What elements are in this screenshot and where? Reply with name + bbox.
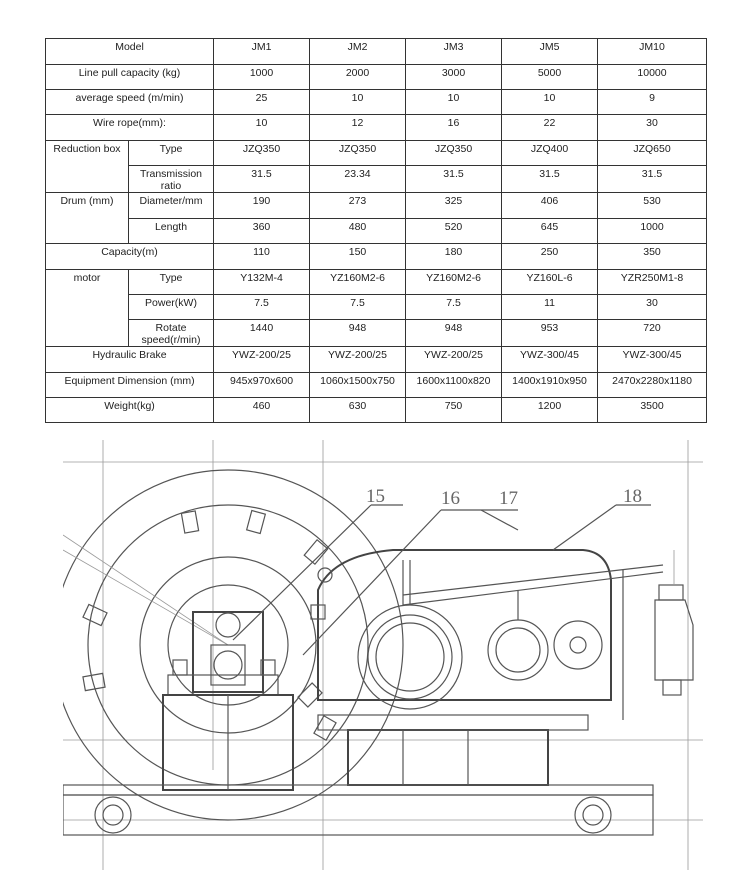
table-cell: 750: [406, 398, 502, 423]
table-cell: 10: [502, 90, 598, 115]
row-average-speed: [46, 90, 707, 115]
sub-label: Type: [129, 141, 214, 166]
table-cell: YWZ-200/25: [214, 347, 310, 373]
row-label: average speed (m/min): [46, 90, 214, 115]
cell-model: JM2: [310, 39, 406, 65]
table-cell: 10: [406, 90, 502, 115]
row-label: Capacity(m): [46, 244, 214, 270]
table-cell: 31.5: [214, 166, 310, 193]
table-cell: 948: [310, 320, 406, 347]
table-cell: 31.5: [502, 166, 598, 193]
table-cell: YWZ-200/25: [310, 347, 406, 373]
table-cell: 325: [406, 193, 502, 219]
group-label: Reduction box: [46, 141, 129, 193]
table-cell: 530: [598, 193, 707, 219]
table-cell: 520: [406, 219, 502, 244]
table-cell: 23.34: [310, 166, 406, 193]
row-transmission-ratio: [46, 166, 707, 193]
table-cell: 480: [310, 219, 406, 244]
gearbox: [311, 550, 611, 709]
callout-17: 17: [499, 488, 518, 509]
table-cell: 1400x1910x950: [502, 373, 598, 398]
table-cell: JZQ400: [502, 141, 598, 166]
sub-label: Type: [129, 270, 214, 295]
table-cell: 250: [502, 244, 598, 270]
row-motor-power: [46, 295, 707, 320]
row-equipment-dimension: [46, 373, 707, 398]
table-cell: YWZ-300/45: [502, 347, 598, 373]
table-cell: YZ160L-6: [502, 270, 598, 295]
table-cell: 150: [310, 244, 406, 270]
row-motor-speed: [46, 320, 707, 347]
group-label: motor: [46, 270, 129, 347]
table-cell: 30: [598, 295, 707, 320]
row-label: Equipment Dimension (mm): [46, 373, 214, 398]
table-cell: 273: [310, 193, 406, 219]
row-reduction-type: [46, 141, 707, 166]
table-cell: 948: [406, 320, 502, 347]
table-cell: YZ160M2-6: [310, 270, 406, 295]
table-cell: 2000: [310, 65, 406, 90]
table-cell: 720: [598, 320, 707, 347]
table-cell: 22: [502, 115, 598, 141]
row-label: Hydraulic Brake: [46, 347, 214, 373]
row-drum-length: [46, 219, 707, 244]
row-label: Wire rope(mm):: [46, 115, 214, 141]
table-cell: JZQ350: [310, 141, 406, 166]
table-cell: 30: [598, 115, 707, 141]
row-line-pull: [46, 65, 707, 90]
table-cell: 945x970x600: [214, 373, 310, 398]
table-cell: 5000: [502, 65, 598, 90]
sub-label: Rotate speed(r/min): [129, 320, 214, 347]
row-capacity: [46, 244, 707, 270]
table-cell: 2470x2280x1180: [598, 373, 707, 398]
row-label: Model: [46, 39, 214, 65]
cell-model: JM5: [502, 39, 598, 65]
spec-table: [45, 38, 707, 423]
drum-slots: [83, 511, 336, 741]
table-cell: 1060x1500x750: [310, 373, 406, 398]
callout-18: 18: [623, 486, 642, 507]
table-cell: YZR250M1-8: [598, 270, 707, 295]
cell-model: JM10: [598, 39, 707, 65]
table-cell: 11: [502, 295, 598, 320]
table-cell: 10000: [598, 65, 707, 90]
row-drum-diameter: [46, 193, 707, 219]
table-cell: 350: [598, 244, 707, 270]
table-cell: 9: [598, 90, 707, 115]
callout-15: 15: [366, 486, 385, 507]
table-cell: 16: [406, 115, 502, 141]
table-cell: 180: [406, 244, 502, 270]
table-cell: YWZ-200/25: [406, 347, 502, 373]
table-cell: YWZ-300/45: [598, 347, 707, 373]
table-cell: 7.5: [214, 295, 310, 320]
table-cell: 7.5: [406, 295, 502, 320]
table-cell: YZ160M2-6: [406, 270, 502, 295]
row-model: [46, 39, 707, 65]
table-cell: 31.5: [406, 166, 502, 193]
table-cell: 25: [214, 90, 310, 115]
table-cell: JZQ350: [214, 141, 310, 166]
winch-drawing-svg: [63, 440, 703, 870]
sub-label: Length: [129, 219, 214, 244]
table-cell: 110: [214, 244, 310, 270]
table-cell: 1200: [502, 398, 598, 423]
table-cell: 3000: [406, 65, 502, 90]
table-cell: 953: [502, 320, 598, 347]
table-cell: 360: [214, 219, 310, 244]
table-cell: JZQ650: [598, 141, 707, 166]
row-label: Line pull capacity (kg): [46, 65, 214, 90]
bearing-bracket: [163, 612, 293, 790]
callout-numbers: [366, 486, 642, 509]
callout-16: 16: [441, 488, 460, 509]
cell-model: JM1: [214, 39, 310, 65]
table-cell: 1000: [214, 65, 310, 90]
table-cell: 645: [502, 219, 598, 244]
table-cell: 31.5: [598, 166, 707, 193]
row-hydraulic-brake: [46, 347, 707, 373]
winch-technical-drawing: [63, 440, 703, 870]
group-label: Drum (mm): [46, 193, 129, 244]
table-cell: 630: [310, 398, 406, 423]
row-wire-rope: [46, 115, 707, 141]
row-motor-type: [46, 270, 707, 295]
sub-label: Transmission ratio: [129, 166, 214, 193]
table-cell: 1440: [214, 320, 310, 347]
table-cell: JZQ350: [406, 141, 502, 166]
table-cell: 1000: [598, 219, 707, 244]
table-cell: 406: [502, 193, 598, 219]
table-cell: 7.5: [310, 295, 406, 320]
sub-label: Power(kW): [129, 295, 214, 320]
sub-label: Diameter/mm: [129, 193, 214, 219]
callout-leaders: [233, 505, 651, 655]
table-cell: 1600x1100x820: [406, 373, 502, 398]
row-weight: [46, 398, 707, 423]
row-label: Weight(kg): [46, 398, 214, 423]
table-cell: 190: [214, 193, 310, 219]
table-cell: 10: [310, 90, 406, 115]
base-frame: [63, 715, 653, 835]
table-cell: 460: [214, 398, 310, 423]
cell-model: JM3: [406, 39, 502, 65]
table-cell: 3500: [598, 398, 707, 423]
table-cell: 10: [214, 115, 310, 141]
table-cell: 12: [310, 115, 406, 141]
table-cell: Y132M-4: [214, 270, 310, 295]
